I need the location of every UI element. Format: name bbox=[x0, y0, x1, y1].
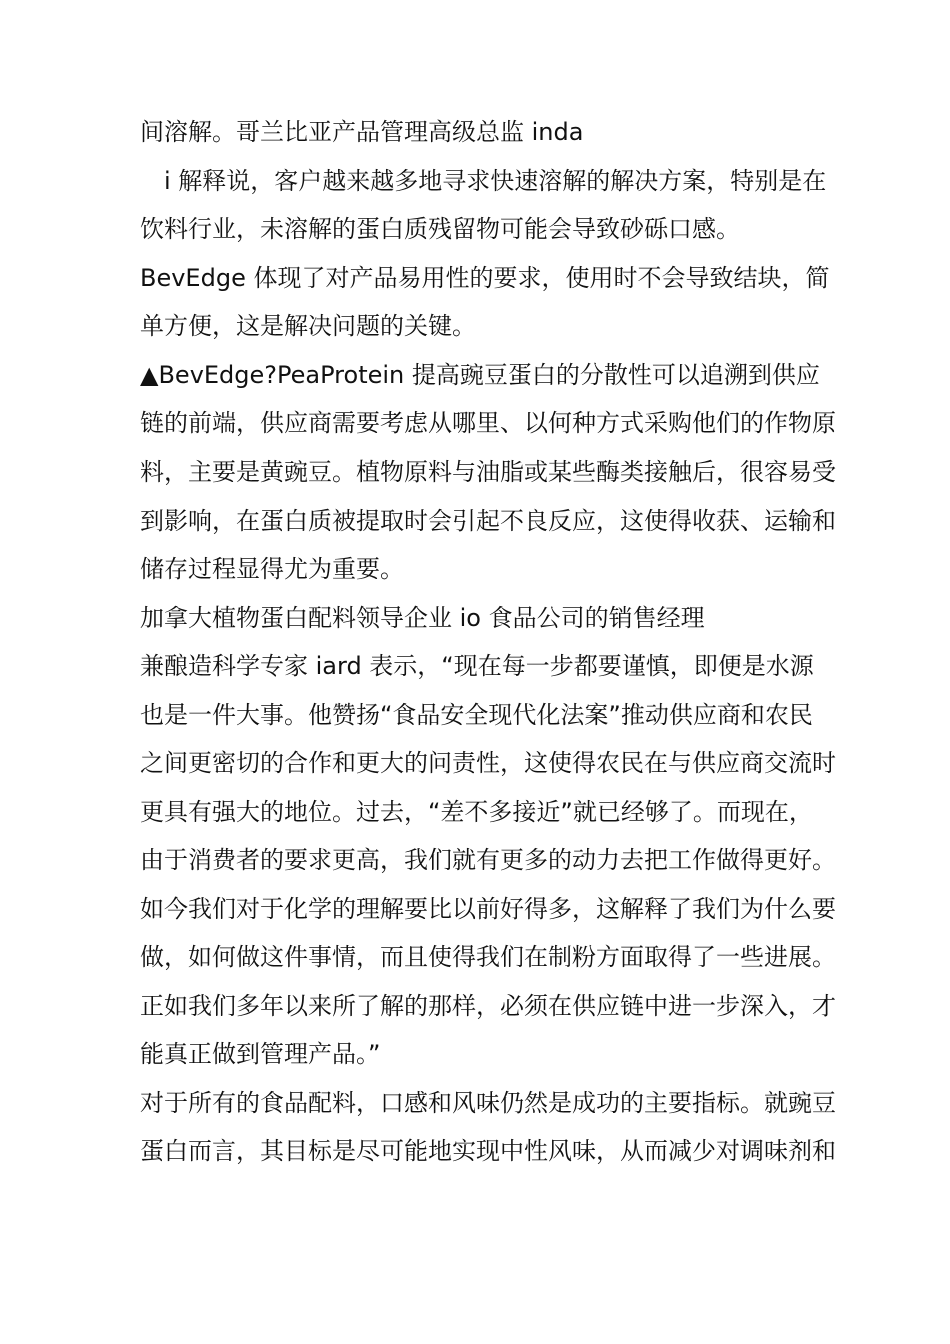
text-line: 兼酿造科学专家 iard 表示，“现在每一步都要谨慎，即便是水源 bbox=[140, 652, 814, 680]
text-line: 加拿大植物蛋白配料领导企业 io 食品公司的销售经理 bbox=[140, 604, 705, 632]
text-line: i 解释说，客户越来越多地寻求快速溶解的解决方案，特别是在 bbox=[140, 167, 827, 195]
text-line: 如今我们对于化学的理解要比以前好得多，这解释了我们为什么要 bbox=[140, 895, 836, 923]
text-line: 做，如何做这件事情，而且使得我们在制粉方面取得了一些进展。 bbox=[140, 943, 836, 971]
text-line: 蛋白而言，其目标是尽可能地实现中性风味，从而减少对调味剂和 bbox=[140, 1137, 836, 1165]
text-line: 由于消费者的要求更高，我们就有更多的动力去把工作做得更好。 bbox=[140, 846, 836, 874]
text-line: 饮料行业，未溶解的蛋白质残留物可能会导致砂砾口感。 bbox=[140, 215, 740, 243]
text-line: 料，主要是黄豌豆。植物原料与油脂或某些酶类接触后，很容易受 bbox=[140, 458, 836, 486]
text-line: BevEdge 体现了对产品易用性的要求，使用时不会导致结块，简 bbox=[140, 264, 830, 292]
text-line: 链的前端，供应商需要考虑从哪里、以何种方式采购他们的作物原 bbox=[140, 409, 836, 437]
text-line: 储存过程显得尤为重要。 bbox=[140, 555, 404, 583]
text-line: 正如我们多年以来所了解的那样，必须在供应链中进一步深入，才 bbox=[140, 992, 836, 1020]
text-line: 之间更密切的合作和更大的问责性，这使得农民在与供应商交流时 bbox=[140, 749, 836, 777]
text-line: 对于所有的食品配料，口感和风味仍然是成功的主要指标。就豌豆 bbox=[140, 1089, 836, 1117]
text-line: 能真正做到管理产品。” bbox=[140, 1040, 381, 1068]
text-line: 更具有强大的地位。过去，“差不多接近”就已经够了。而现在， bbox=[140, 798, 813, 826]
text-line: 间溶解。哥兰比亚产品管理高级总监 inda bbox=[140, 118, 584, 146]
text-line: ▲BevEdge?PeaProtein 提高豌豆蛋白的分散性可以追溯到供应 bbox=[140, 361, 820, 389]
text-line: 单方便，这是解决问题的关键。 bbox=[140, 312, 476, 340]
text-line: 也是一件大事。他赞扬“食品安全现代化法案”推动供应商和农民 bbox=[140, 701, 813, 729]
text-line: 到影响，在蛋白质被提取时会引起不良反应，这使得收获、运输和 bbox=[140, 507, 836, 535]
